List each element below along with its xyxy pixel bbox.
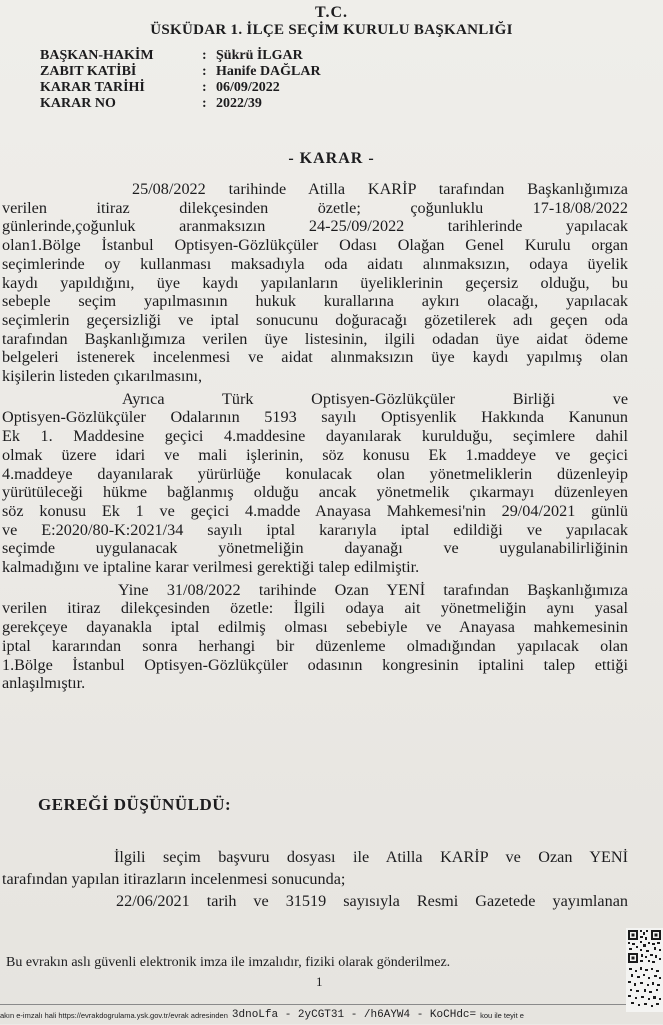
- verification-code: 3dnoLfa - 2yCGT31 - /h6AYW4 - KoCHdc=: [231, 1009, 477, 1021]
- header-tc: T.C.: [314, 4, 349, 21]
- paragraph-line: verilen itiraz dilekçesinden özetle; çoğunluklu 17-18/08/2022: [2, 198, 628, 217]
- meta-value: Hanife DAĞLAR: [216, 64, 321, 79]
- paragraph-line: 4.maddeye dayanılarak yürürlüğe konulacak olan yönetmeliklerin düzenleyip: [2, 464, 628, 483]
- e-signature-note: Bu evrakın aslı güvenli elektronik imza ile imzalıdır, fiziki olarak gönderilmez.: [6, 955, 451, 970]
- verification-prefix: akın e-imzalı hali https://evrakdogrulama.ysk.gov.tr/evrak adresinden: [0, 1010, 228, 1020]
- verification-strip: [0, 1004, 663, 1025]
- paragraph-line: belgeleri istenerek incelenmesi ve aidat alınmaksızın üye kaydı yapılmış olan: [2, 348, 628, 367]
- paragraph-line: kaydı yapıldığını, üye kaydı yapılanların üyeliklerinin geçersiz olduğu, bu: [2, 273, 628, 292]
- paragraph-line: Ek 1. Maddesine geçici 4.maddesine dayanılarak kurulduğu, seçimlere dahil: [2, 427, 628, 446]
- section-heading: GEREĞİ DÜŞÜNÜLDÜ:: [38, 795, 232, 814]
- paragraph-line: tarafından yapılan itirazların incelenmesi sonucunda;: [2, 870, 346, 888]
- paragraph-line: ve E:2020/80-K:2021/34 sayılı iptal kararıyla iptal edildiği ve yapılacak: [2, 520, 628, 539]
- decision-metadata: [40, 48, 321, 112]
- meta-label: ZABIT KATİBİ: [40, 64, 137, 79]
- paragraph-line: İlgili seçim başvuru dosyası ile Atilla KARİP ve Ozan YENİ: [114, 848, 628, 866]
- paragraph-line: olmak üzere idari ve mali işlerinin, söz konusu Ek 1.maddeye ve geçici: [2, 445, 628, 464]
- meta-label: BAŞKAN-HAKİM: [40, 48, 154, 63]
- meta-row-date: KARAR TARİHİ : 06/09/2022: [40, 80, 280, 95]
- qr-code-icon: [626, 928, 663, 1012]
- paragraph-line: kişilerin listeden çıkarılmasını,: [2, 367, 203, 386]
- considerations-body: [2, 846, 628, 912]
- meta-row-judge: BAŞKAN-HAKİM : Şükrü İLGAR: [40, 48, 303, 63]
- paragraph-line: 22/06/2021 tarih ve 31519 sayısıyla Resmi Gazetede yayımlanan: [116, 892, 628, 910]
- paragraph-line: verilen itiraz dilekçesinden özetle: İlgili odaya ait yönetmeliğin aynı yasal: [2, 599, 628, 618]
- meta-row-clerk: ZABIT KATİBİ : Hanife DAĞLAR: [40, 64, 321, 79]
- paragraph-line: seçimlerin geçersizliği ve iptal sonucunu doğuracağı gözetilerek adı geçen oda: [2, 310, 628, 329]
- meta-value: 06/09/2022: [216, 80, 280, 95]
- paragraph-line: Ayrıca Türk Optisyen-Gözlükçüler Birliği ve: [122, 389, 628, 408]
- paragraph-line: iptal kararından sonra herhangi bir düzenleme olmadığından yapılacak olan: [2, 636, 628, 655]
- paragraph-line: günlerinde,çoğunluk aranmaksızın 24-25/09/2022 tarihlerinde yapılacak: [2, 217, 628, 236]
- paragraph-line: Optisyen-Gözlükçüler Odalarının 5193 sayılı Optisyenlik Hakkında Kanunun: [2, 408, 628, 427]
- meta-row-number: KARAR NO : 2022/39: [40, 96, 262, 111]
- paragraph-line: yürütüleceği hükme bağlanmış olduğu ancak yönetmelik çıkarmayı düzenleyen: [2, 483, 628, 502]
- page-number: 1: [316, 974, 323, 989]
- paragraph-line: gerekçeye dayanakla iptal edilmiş olması sebebiyle ve Anayasa mahkemesinin: [2, 618, 628, 637]
- paragraph-line: seçimlerinde oy kullanması maksadıyla oda aidatı alınmaksızın, odaya üyelik: [2, 254, 628, 273]
- meta-label: KARAR TARİHİ: [40, 80, 145, 95]
- paragraph-line: 25/08/2022 tarihinde Atilla KARİP tarafından Başkanlığımıza: [132, 180, 628, 198]
- paragraph-line: sebeple seçim yapılmasının hukuk kurallarına aykırı olacağı, yapılacak: [2, 292, 628, 311]
- meta-value: 2022/39: [216, 96, 262, 111]
- decision-title: - KARAR -: [288, 150, 375, 167]
- decision-body: [2, 180, 628, 693]
- header-institution: ÜSKÜDAR 1. İLÇE SEÇİM KURULU BAŞKANLIĞI: [150, 22, 513, 38]
- paragraph-line: 1.Bölge İstanbul Optisyen-Gözlükçüler odasının kongresinin iptalini talep ettiği: [2, 655, 628, 674]
- paragraph-line: söz konusu Ek 1 ve geçici 4.madde Anayasa Mahkemesi'nin 29/04/2021 günlü: [2, 501, 628, 520]
- paragraph-line: Yine 31/08/2022 tarihinde Ozan YENİ tarafından Başkanlığımıza: [118, 580, 628, 599]
- paragraph-line: kalmadığını ve iptaline karar verilmesi gerektiği talep edilmiştir.: [2, 558, 420, 577]
- paragraph-line: seçimde uygulanacak yönetmeliğin dayanağı ve uygulanabilirliğinin: [2, 539, 628, 558]
- meta-label: KARAR NO: [40, 96, 116, 111]
- verification-suffix: kou ile teyit e: [480, 1010, 524, 1020]
- paragraph-line: anlaşılmıştır.: [2, 674, 86, 693]
- meta-value: Şükrü İLGAR: [216, 48, 303, 63]
- paragraph-line: tarafından Başkanlığımıza verilen üye listesinin, ilgili odadan üye aidat ödeme: [2, 329, 628, 348]
- paragraph-line: olan1.Bölge İstanbul Optisyen-Gözlükçüler Odası Olağan Genel Kurulu organ: [2, 236, 628, 255]
